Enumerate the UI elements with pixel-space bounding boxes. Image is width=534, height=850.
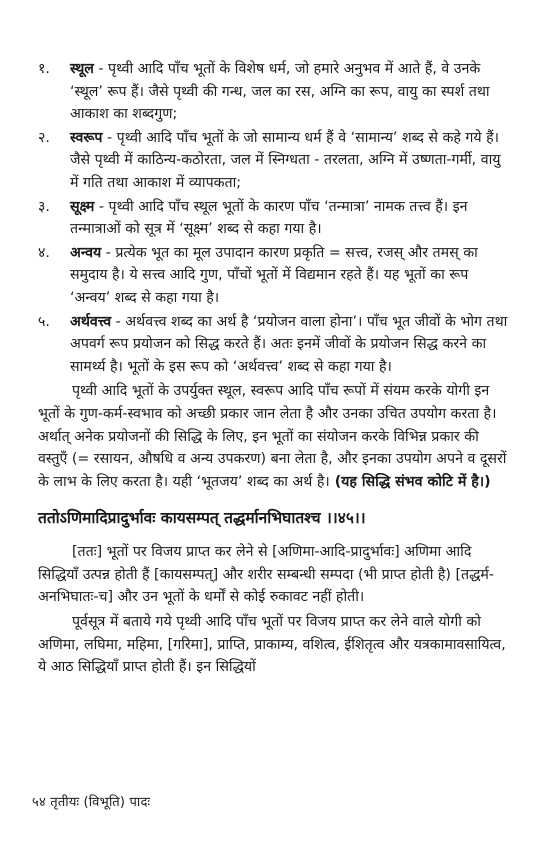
list-item <box>38 58 508 126</box>
definition-list <box>38 58 508 378</box>
item-number: ४. <box>38 244 50 261</box>
translation-paragraph: [ततः] भूतों पर विजय प्राप्त कर लेने से [अणिमा-आदि-प्रादुर्भावः] अणिमा आदि सिद्धियाँ उत्पन्न होती हैं [कायसम्पत्] और शरीर सम्बन्धी सम्पदा (भी प्राप्त होती है) [तद्धर्म-अनभिघातः-च] और उन भूतों के धर्मों से कोई रुकावट नहीं होती। <box>38 544 495 606</box>
item-number: २. <box>38 129 50 146</box>
item-text: - प्रत्येक भूत का मूल उपादान कारण प्रकृति = सत्त्व, रजस् और तमस् का समुदाय है। ये सत्त्व आदि गुण, पाँचों भूतों में विद्यमान रहते हैं। यह भूतों का रूप ‘अन्वय’ शब्द से कहा गया है। <box>70 244 478 306</box>
item-term: अर्थवत्त्व <box>70 313 112 330</box>
list-item <box>38 311 508 379</box>
list-item <box>38 127 508 195</box>
explanation-paragraph: पूर्वसूत्र में बताये गये पृथ्वी आदि पाँच भूतों पर विजय प्राप्त कर लेने वाले योगी को अणिमा, लघिमा, महिमा, [गरिमा], प्राप्ति, प्राकाम्य, वशित्व, ईशितृत्व और यत्रकामावसायित्व, ये आठ सिद्धियाँ प्राप्त होती हैं। इन सिद्धियों <box>38 614 506 676</box>
list-item <box>38 196 508 241</box>
commentary-paragraph <box>38 380 508 493</box>
item-term: अन्वय <box>70 244 102 261</box>
page-footer: ५४ तृतीयः (विभूति) पादः <box>32 795 151 810</box>
list-item <box>38 242 508 310</box>
paragraph-text: पृथ्वी आदि भूतों के उपर्युक्त स्थूल, स्वरूप आदि पाँच रूपों में संयम करके योगी इन भूतों के गुण-कर्म-स्वभाव को अच्छी प्रकार जान लेता है और उनका उचित उपयोग करता है। अर्थात् अनेक प्रयोजनों की सिद्धि के लिए, इन भूतों का संयोजन करके विभिन्न प्रकार की वस्तुएँ (= रसायन, औषधि व अन्य उपकरण) बना लेता है, और इनका उपयोग अपने व दूसरों के लाभ के लिए करता है। यही ‘भूतजय’ शब्द का अर्थ है। <box>38 383 507 490</box>
emphasis-note: (यह सिद्धि संभव कोटि में है।) <box>329 473 491 490</box>
item-term: स्थूल <box>70 61 94 77</box>
item-term: स्वरूप <box>70 129 103 146</box>
item-number: १. <box>38 61 50 77</box>
item-text: - पृथ्वी आदि पाँच स्थूल भूतों के कारण पाँच ‘तन्मात्रा’ नामक तत्त्व हैं। इन तन्मात्राओं को सूत्र में ‘सूक्ष्म’ शब्द से कहा गया है। <box>70 198 468 238</box>
item-term: सूक्ष्म <box>70 198 95 215</box>
item-text: - पृथ्वी आदि पाँच भूतों के विशेष धर्म, जो हमारे अनुभव में आते हैं, वे उनके ‘स्थूल’ रूप हैं। जैसे पृथ्वी की गन्ध, जल का रस, अग्नि का रूप, वायु का स्पर्श तथा आकाश का शब्दगुण; <box>70 61 490 123</box>
item-text: - पृथ्वी आदि पाँच भूतों के जो सामान्य धर्म हैं वे ‘सामान्य’ शब्द से कहे गये हैं। जैसे पृथ्वी में काठिन्य-कठोरता, जल में स्निग्धता - तरलता, अग्नि में उष्णता-गर्मी, वायु में गति तथा आकाश में व्यापकता; <box>70 129 501 191</box>
item-number: ३. <box>38 198 50 215</box>
item-text: - अर्थवत्त्व शब्द का अर्थ है ‘प्रयोजन वाला होना’। पाँच भूत जीवों के भोग तथा अपवर्ग रूप प्रयोजन को सिद्ध करते हैं। अतः इनमें जीवों के प्रयोजन सिद्ध करने का सामर्थ्य है। भूतों के इस रूप को ‘अर्थवत्त्व’ शब्द से कहा गया है। <box>70 313 508 375</box>
sutra-heading: ततोऽणिमादिप्रादुर्भावः कायसम्पत् तद्धर्मानभिघातश्च ।।४५।। <box>38 509 366 528</box>
item-number: ५. <box>38 313 50 330</box>
